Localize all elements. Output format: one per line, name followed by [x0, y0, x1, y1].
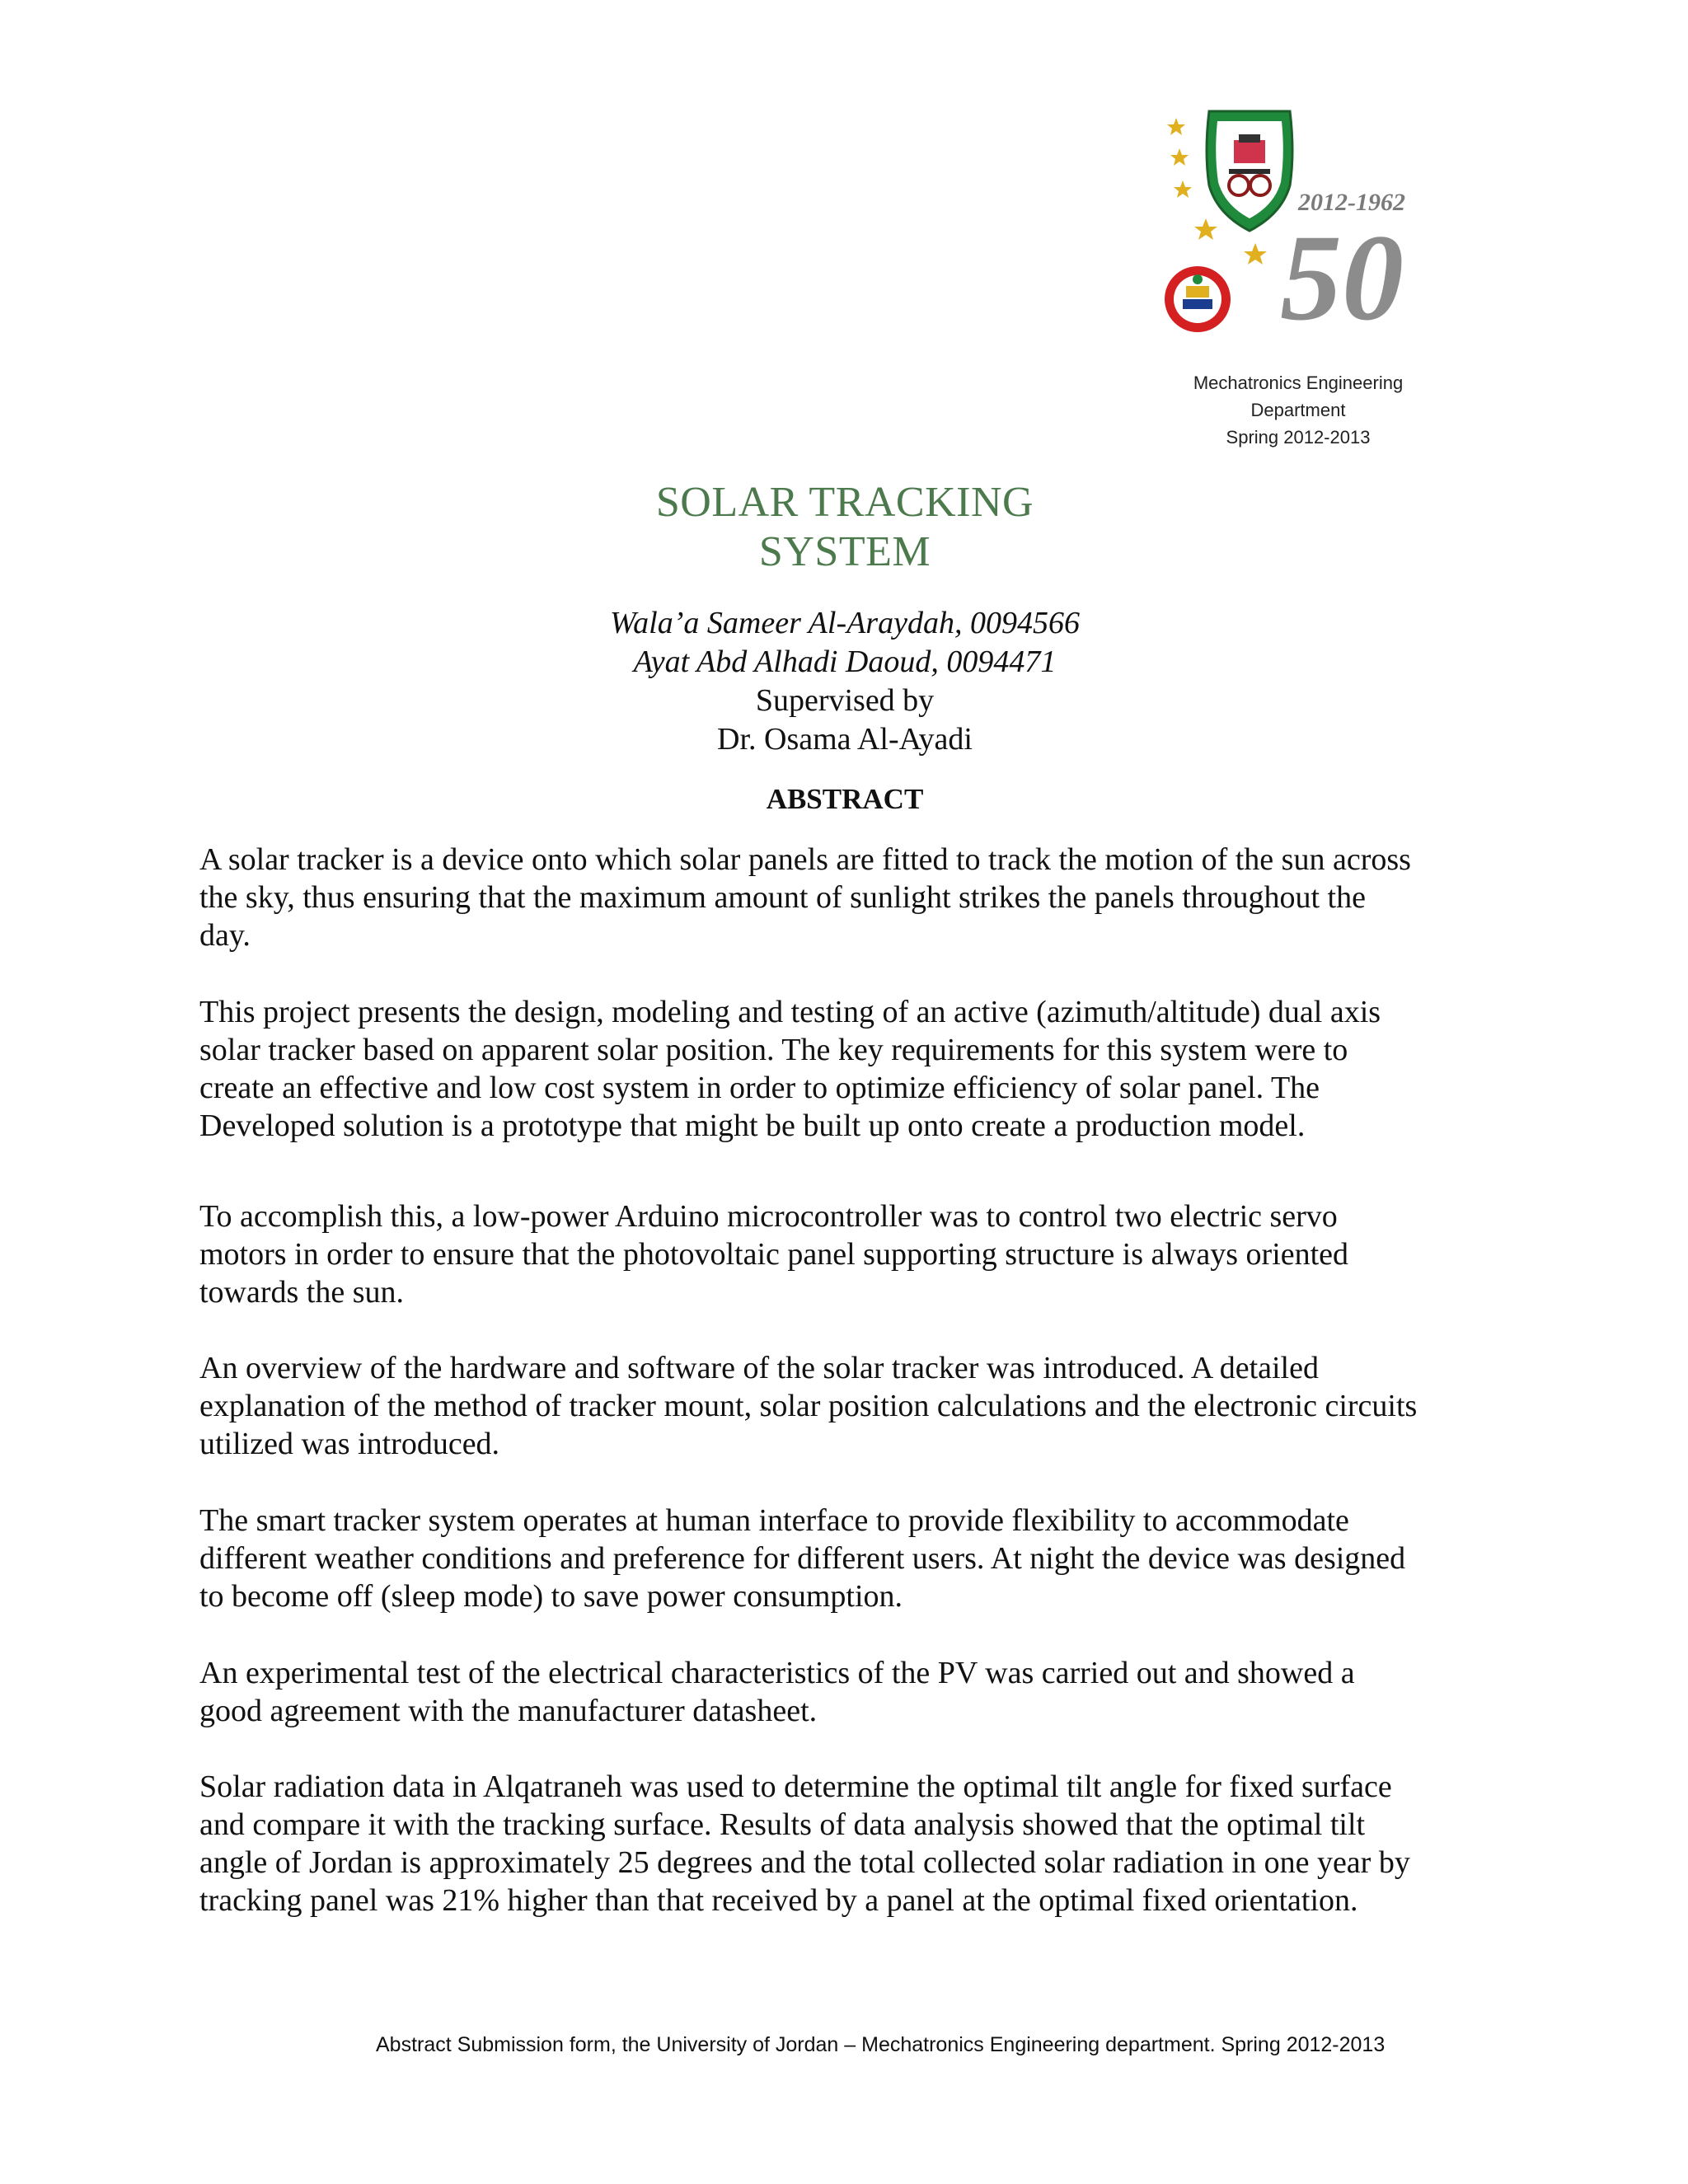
author-block: [433, 604, 1257, 759]
paragraph-line: explanation of the method of tracker mount, solar position calculations and the electronic circuits: [199, 1389, 1418, 1423]
abstract-paragraph-3: [199, 1197, 1518, 1311]
paragraph-line: angle of Jordan is approximately 25 degrees and the total collected solar radiation in one year by: [199, 1845, 1410, 1880]
title-line-2: SYSTEM: [758, 528, 931, 575]
logo-year-range: 2012-1962: [1298, 189, 1405, 216]
author-2: Ayat Abd Alhadi Daoud, 0094471: [633, 644, 1057, 679]
paragraph-line: The smart tracker system operates at human interface to provide flexibility to accommodate: [199, 1503, 1349, 1538]
paragraph-line: motors in order to ensure that the photovoltaic panel supporting structure is always oriented: [199, 1237, 1349, 1272]
abstract-heading: ABSTRACT: [766, 783, 924, 815]
paragraph-line: Solar radiation data in Alqatraneh was used to determine the optimal tilt angle for fixed surface: [199, 1769, 1392, 1804]
paragraph-line: create an effective and low cost system in order to optimize efficiency of solar panel. The: [199, 1071, 1320, 1105]
document-title: [515, 478, 1175, 577]
paragraph-line: solar tracker based on apparent solar position. The key requirements for this system were to: [199, 1033, 1348, 1067]
paragraph-line: good agreement with the manufacturer datasheet.: [199, 1694, 818, 1728]
paragraph-line: To accomplish this, a low-power Arduino microcontroller was to control two electric servo: [199, 1199, 1338, 1234]
abstract-paragraph-1: [199, 841, 1518, 954]
supervisor-name: Dr. Osama Al-Ayadi: [717, 722, 973, 757]
abstract-paragraph-5: [199, 1502, 1518, 1615]
paragraph-line: towards the sun.: [199, 1275, 405, 1310]
paragraph-line: This project presents the design, modeling and testing of an active (azimuth/altitude) dual axis: [199, 995, 1381, 1029]
author-1: Wala’a Sameer Al-Araydah, 0094566: [610, 606, 1080, 640]
department-info: [1162, 369, 1434, 451]
paragraph-line: An overview of the hardware and software of the solar tracker was introduced. A detailed: [199, 1351, 1319, 1385]
paragraph-line: the sky, thus ensuring that the maximum amount of sunlight strikes the panels throughout the: [199, 880, 1366, 915]
semester: Spring 2012-2013: [1226, 427, 1371, 448]
page-footer: Abstract Submission form, the University of Jordan – Mechatronics Engineering department. Spring 2012-2013: [376, 2033, 1386, 2056]
paragraph-line: utilized was introduced.: [199, 1427, 500, 1461]
abstract-paragraph-7: [199, 1768, 1518, 1919]
paragraph-line: tracking panel was 21% higher than that received by a panel at the optimal fixed orientation.: [199, 1883, 1358, 1918]
faculty-emblem: [1165, 266, 1231, 332]
university-logo: [1158, 103, 1438, 342]
supervised-by-label: Supervised by: [755, 683, 935, 718]
title-line-1: SOLAR TRACKING: [655, 479, 1034, 526]
paragraph-line: different weather conditions and preference for different users. At night the device was designed: [199, 1541, 1406, 1576]
paragraph-line: day.: [199, 918, 251, 953]
paragraph-line: and compare it with the tracking surface. Results of data analysis showed that the optimal tilt: [199, 1807, 1366, 1842]
logo-anniversary-number: 50: [1280, 209, 1404, 342]
department-label: Department: [1250, 400, 1346, 420]
abstract-paragraph-4: [199, 1349, 1518, 1463]
paragraph-line: A solar tracker is a device onto which solar panels are fitted to track the motion of the sun across: [199, 842, 1411, 877]
paragraph-line: An experimental test of the electrical characteristics of the PV was carried out and showed a: [199, 1656, 1355, 1690]
abstract-paragraph-2: [199, 993, 1518, 1145]
department-name: Mechatronics Engineering: [1193, 373, 1404, 393]
paragraph-line: to become off (sleep mode) to save power consumption.: [199, 1579, 903, 1614]
abstract-paragraph-6: [199, 1654, 1518, 1730]
paragraph-line: Developed solution is a prototype that might be built up onto create a production model.: [199, 1108, 1306, 1143]
